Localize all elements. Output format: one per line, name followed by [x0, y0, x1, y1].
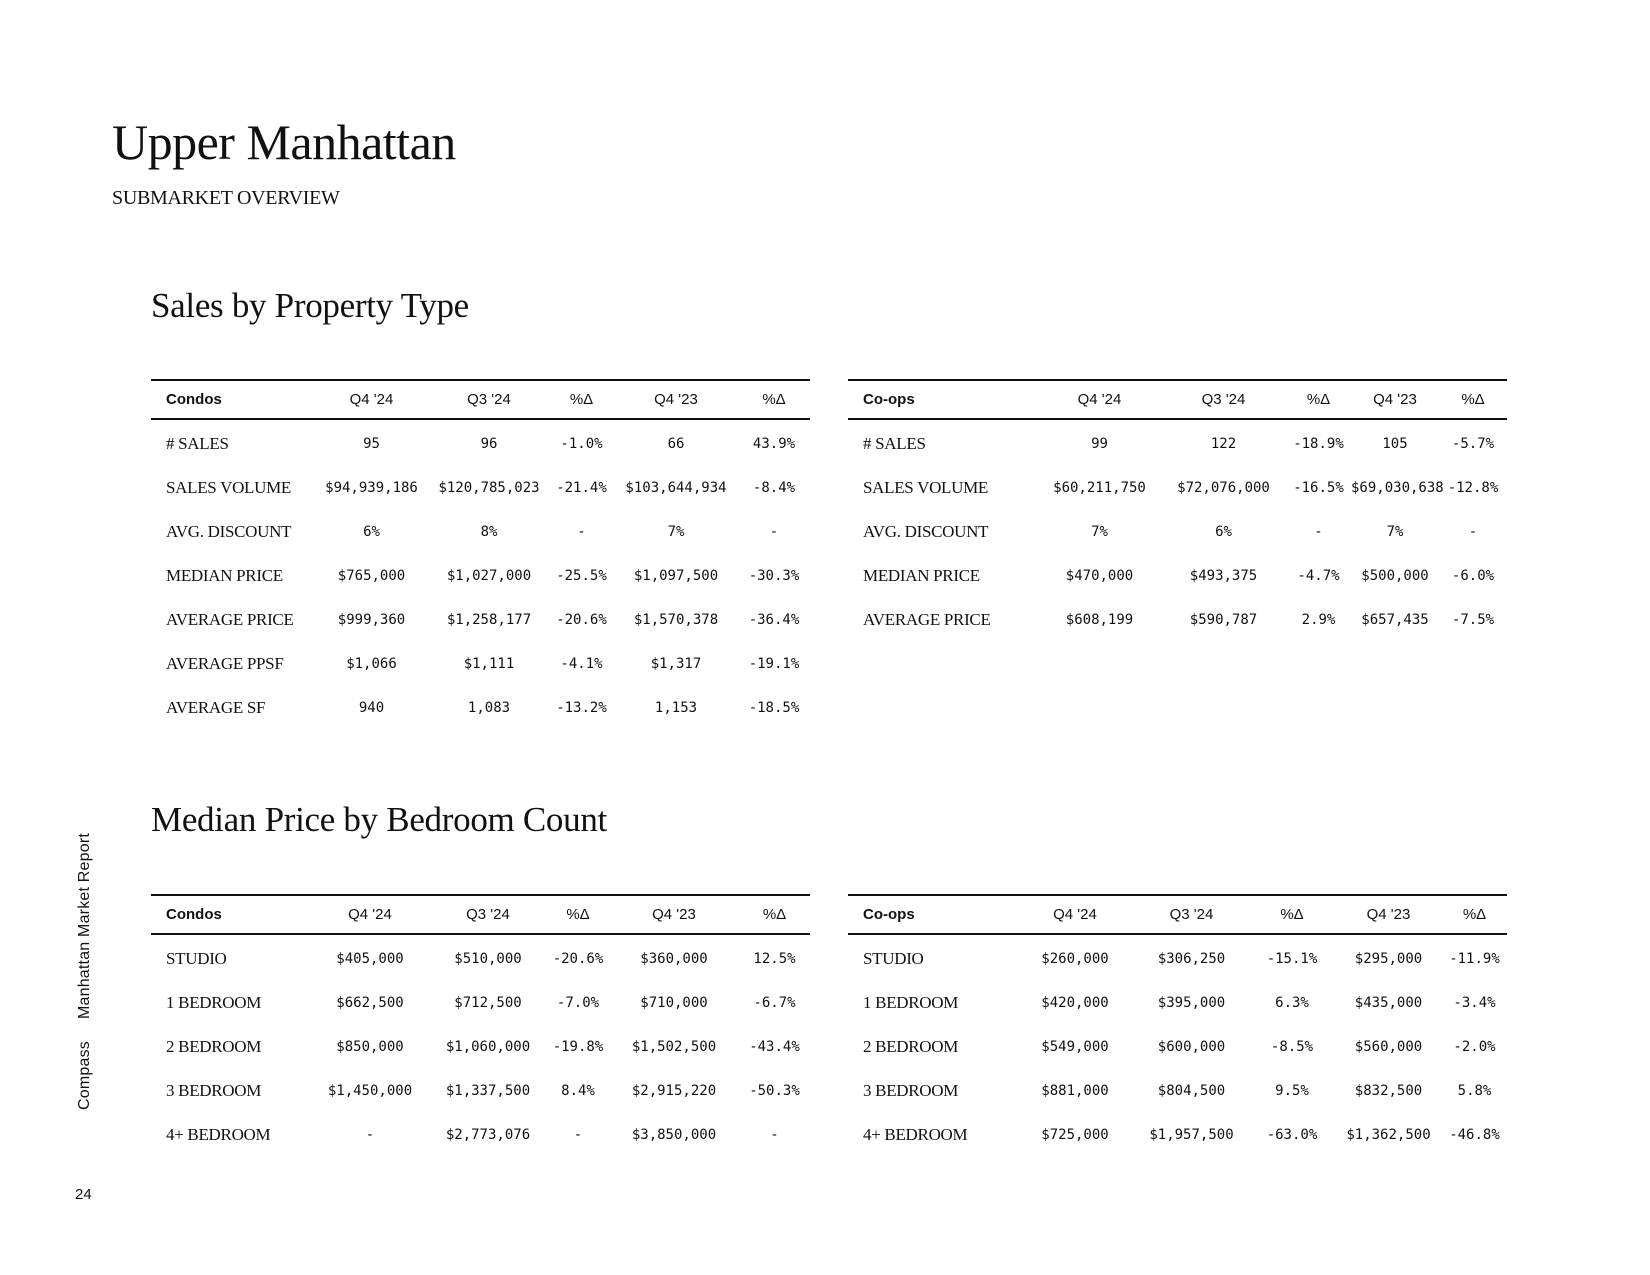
table-cell: -15.1% [1266, 951, 1318, 967]
table-cell: $712,500 [454, 995, 522, 1011]
table-cell: $295,000 [1354, 951, 1423, 967]
table-cell: 7% [1386, 524, 1404, 540]
row-label: MEDIAN PRICE [863, 566, 980, 585]
row-label: # SALES [166, 434, 229, 453]
column-header-type: Co-ops [848, 380, 1038, 419]
table-cell: $2,915,220 [631, 1083, 717, 1099]
column-header: %Δ [739, 895, 810, 934]
row-label: AVERAGE SF [166, 698, 266, 717]
table-cell: 66 [667, 436, 685, 452]
table-cell: $510,000 [454, 951, 522, 967]
table-cell: -11.9% [1449, 951, 1500, 967]
table-cell: -1.0% [560, 436, 603, 452]
table-cell: $1,570,378 [633, 612, 719, 628]
table-cell: 99 [1091, 436, 1108, 452]
table-cell: $999,360 [337, 612, 406, 628]
table-cell: -30.3% [748, 568, 800, 584]
table-cell: $72,076,000 [1177, 480, 1270, 496]
row-label: 1 BEDROOM [166, 993, 262, 1012]
table-cell: $2,773,076 [445, 1127, 531, 1143]
table-cell: $1,502,500 [631, 1039, 717, 1055]
column-header: Q4 '23 [1351, 380, 1439, 419]
table-cell: -25.5% [556, 568, 607, 584]
table-cell: 105 [1382, 436, 1408, 452]
table-cell: -2.0% [1453, 1039, 1496, 1055]
column-header-type: Co-ops [848, 895, 1016, 934]
table-row [848, 981, 1507, 1025]
page-title: Upper Manhattan [112, 114, 456, 170]
table-cell: -36.4% [748, 612, 800, 628]
report-name: Manhattan Market Report [76, 832, 93, 1020]
column-header: %Δ [738, 380, 810, 419]
table-cell: $881,000 [1041, 1083, 1109, 1099]
table-cell: 96 [480, 436, 498, 452]
table-cell: $120,785,023 [438, 480, 540, 496]
table-row [151, 686, 810, 730]
table-cell: -18.9% [1293, 436, 1344, 452]
row-label: 4+ BEDROOM [863, 1125, 968, 1144]
table-cell: 940 [358, 700, 385, 716]
table-cell: $549,000 [1041, 1039, 1109, 1055]
table-row [151, 1069, 810, 1113]
table-cell: - [1314, 524, 1323, 540]
bedroom-coops-table [848, 894, 1507, 1157]
table-cell: $662,500 [336, 995, 404, 1011]
table-row [151, 1113, 810, 1157]
table-row [151, 934, 810, 981]
table-row [848, 554, 1507, 598]
table-cell: - [573, 1127, 583, 1143]
table-cell: $69,030,638 [1351, 480, 1444, 496]
column-header: %Δ [549, 380, 614, 419]
section-title-bedroom: Median Price by Bedroom Count [151, 800, 607, 839]
row-label: 3 BEDROOM [166, 1081, 262, 1100]
table-cell: $60,211,750 [1053, 480, 1146, 496]
column-header: Q3 '24 [1134, 895, 1249, 934]
table-cell: -16.5% [1293, 480, 1344, 496]
table-cell: $804,500 [1157, 1083, 1226, 1099]
table-cell: 8.4% [561, 1083, 595, 1099]
row-label: 2 BEDROOM [166, 1037, 262, 1056]
table-cell: $590,787 [1189, 612, 1258, 628]
table-cell: 7% [667, 524, 685, 540]
table-cell: $360,000 [640, 951, 708, 967]
table-row [848, 1025, 1507, 1069]
table-cell: $1,337,500 [445, 1083, 531, 1099]
table-cell: -7.0% [556, 995, 600, 1011]
table-row [151, 642, 810, 686]
table-row [848, 598, 1507, 642]
table-cell: - [1468, 524, 1478, 540]
column-header: Q4 '24 [1016, 895, 1134, 934]
column-header: Q3 '24 [429, 380, 549, 419]
table-cell: -3.4% [1453, 995, 1496, 1011]
column-header: %Δ [1286, 380, 1351, 419]
table-cell: -5.7% [1451, 436, 1495, 452]
table-cell: 95 [363, 436, 380, 452]
table-row [151, 554, 810, 598]
row-label: # SALES [863, 434, 926, 453]
table-cell: 7% [1091, 524, 1108, 540]
table-header-row [848, 380, 1507, 419]
row-label: 3 BEDROOM [863, 1081, 959, 1100]
column-header-type: Condos [151, 380, 314, 419]
column-header: Q4 '24 [311, 895, 429, 934]
column-header-type: Condos [151, 895, 311, 934]
row-label: SALES VOLUME [863, 478, 989, 497]
table-row [848, 1113, 1507, 1157]
table-cell: -4.1% [560, 656, 603, 672]
table-row [848, 934, 1507, 981]
table-cell: -6.7% [753, 995, 796, 1011]
table-cell: -20.6% [552, 951, 604, 967]
table-header-row [848, 895, 1507, 934]
table-cell: $1,450,000 [327, 1083, 413, 1099]
table-cell: 1,153 [654, 700, 698, 716]
column-header: %Δ [1439, 380, 1507, 419]
row-label: AVG. DISCOUNT [863, 522, 989, 541]
table-cell: -46.8% [1449, 1127, 1500, 1143]
table-cell: $260,000 [1041, 951, 1109, 967]
table-cell: -43.4% [749, 1039, 800, 1055]
table-cell: $395,000 [1157, 995, 1226, 1011]
sales-coops-table [848, 379, 1507, 642]
table-cell: -50.3% [749, 1083, 800, 1099]
row-label: 4+ BEDROOM [166, 1125, 271, 1144]
table-cell: $1,111 [463, 656, 515, 672]
table-header-row [151, 380, 810, 419]
table-cell: 9.5% [1275, 1083, 1309, 1099]
table-cell: 5.8% [1457, 1083, 1492, 1099]
table-cell: $1,957,500 [1149, 1127, 1234, 1143]
table-cell: $600,000 [1157, 1039, 1226, 1055]
column-header: Q4 '23 [609, 895, 739, 934]
column-header: Q4 '23 [614, 380, 738, 419]
column-header: %Δ [1249, 895, 1335, 934]
row-label: STUDIO [166, 949, 227, 968]
table-cell: $1,027,000 [446, 568, 532, 584]
table-cell: - [769, 524, 779, 540]
table-cell: -8.5% [1270, 1039, 1314, 1055]
table-cell: $710,000 [640, 995, 708, 1011]
column-header: Q3 '24 [1161, 380, 1286, 419]
report-branding [76, 811, 94, 1110]
table-cell: -21.4% [556, 480, 607, 496]
column-header: %Δ [547, 895, 609, 934]
table-cell: $1,066 [346, 656, 397, 672]
row-label: 2 BEDROOM [863, 1037, 959, 1056]
table-cell: -63.0% [1266, 1127, 1318, 1143]
table-cell: 122 [1210, 436, 1237, 452]
row-label: AVERAGE PRICE [166, 610, 294, 629]
table-cell: $1,097,500 [633, 568, 719, 584]
table-cell: $765,000 [337, 568, 406, 584]
table-cell: $3,850,000 [631, 1127, 717, 1143]
table-cell: $850,000 [336, 1039, 404, 1055]
table-cell: -19.8% [552, 1039, 604, 1055]
row-label: MEDIAN PRICE [166, 566, 283, 585]
table-row [848, 466, 1507, 510]
table-cell: -4.7% [1297, 568, 1340, 584]
table-row [151, 981, 810, 1025]
row-label: SALES VOLUME [166, 478, 292, 497]
table-cell: $306,250 [1157, 951, 1226, 967]
table-cell: $725,000 [1041, 1127, 1109, 1143]
table-row [848, 1069, 1507, 1113]
table-cell: $405,000 [336, 951, 404, 967]
table-cell: - [577, 524, 586, 540]
table-cell: $420,000 [1041, 995, 1109, 1011]
table-cell: -19.1% [748, 656, 800, 672]
row-label: AVERAGE PPSF [166, 654, 284, 673]
bedroom-condos-table [151, 894, 810, 1157]
table-row [848, 510, 1507, 554]
column-header: %Δ [1442, 895, 1507, 934]
table-cell: $1,258,177 [446, 612, 532, 628]
page-subtitle: SUBMARKET OVERVIEW [112, 187, 340, 209]
table-cell: -12.8% [1447, 480, 1499, 496]
table-cell: -20.6% [556, 612, 607, 628]
table-cell: 8% [480, 524, 498, 540]
column-header: Q4 '24 [1038, 380, 1161, 419]
table-row [151, 466, 810, 510]
table-cell: $493,375 [1189, 568, 1258, 584]
table-cell: $1,362,500 [1346, 1127, 1431, 1143]
sales-condos-table [151, 379, 810, 730]
table-cell: 6% [363, 524, 380, 540]
row-label: 1 BEDROOM [863, 993, 959, 1012]
table-row [151, 1025, 810, 1069]
table-cell: - [770, 1127, 779, 1143]
page-number: 24 [75, 1186, 92, 1203]
row-label: AVG. DISCOUNT [166, 522, 292, 541]
table-cell: $103,644,934 [625, 480, 727, 496]
column-header: Q4 '23 [1335, 895, 1442, 934]
table-cell: $657,435 [1361, 612, 1429, 628]
column-header: Q4 '24 [314, 380, 429, 419]
column-header: Q3 '24 [429, 895, 547, 934]
table-cell: 1,083 [467, 700, 511, 716]
section-title-sales: Sales by Property Type [151, 286, 469, 325]
table-cell: -18.5% [748, 700, 800, 716]
table-cell: 43.9% [752, 436, 796, 452]
table-row [151, 419, 810, 466]
table-cell: -8.4% [752, 480, 796, 496]
table-cell: $435,000 [1354, 995, 1423, 1011]
table-row [151, 510, 810, 554]
table-cell: $500,000 [1361, 568, 1429, 584]
row-label: STUDIO [863, 949, 924, 968]
brand-name: Compass [76, 1041, 93, 1110]
table-cell: $1,317 [650, 656, 702, 672]
table-cell: $560,000 [1354, 1039, 1423, 1055]
table-cell: 12.5% [753, 951, 796, 967]
table-cell: 6% [1215, 524, 1232, 540]
table-cell: -6.0% [1451, 568, 1495, 584]
table-cell: $1,060,000 [445, 1039, 531, 1055]
table-cell: 6.3% [1275, 995, 1309, 1011]
table-cell: - [365, 1127, 375, 1143]
table-cell: -7.5% [1451, 612, 1495, 628]
table-row [848, 419, 1507, 466]
table-cell: 2.9% [1301, 612, 1336, 628]
table-header-row [151, 895, 810, 934]
table-cell: $470,000 [1065, 568, 1134, 584]
row-label: AVERAGE PRICE [863, 610, 991, 629]
table-row [151, 598, 810, 642]
table-cell: $608,199 [1065, 612, 1134, 628]
table-cell: $94,939,186 [325, 480, 418, 496]
table-cell: $832,500 [1354, 1083, 1423, 1099]
table-cell: -13.2% [556, 700, 607, 716]
